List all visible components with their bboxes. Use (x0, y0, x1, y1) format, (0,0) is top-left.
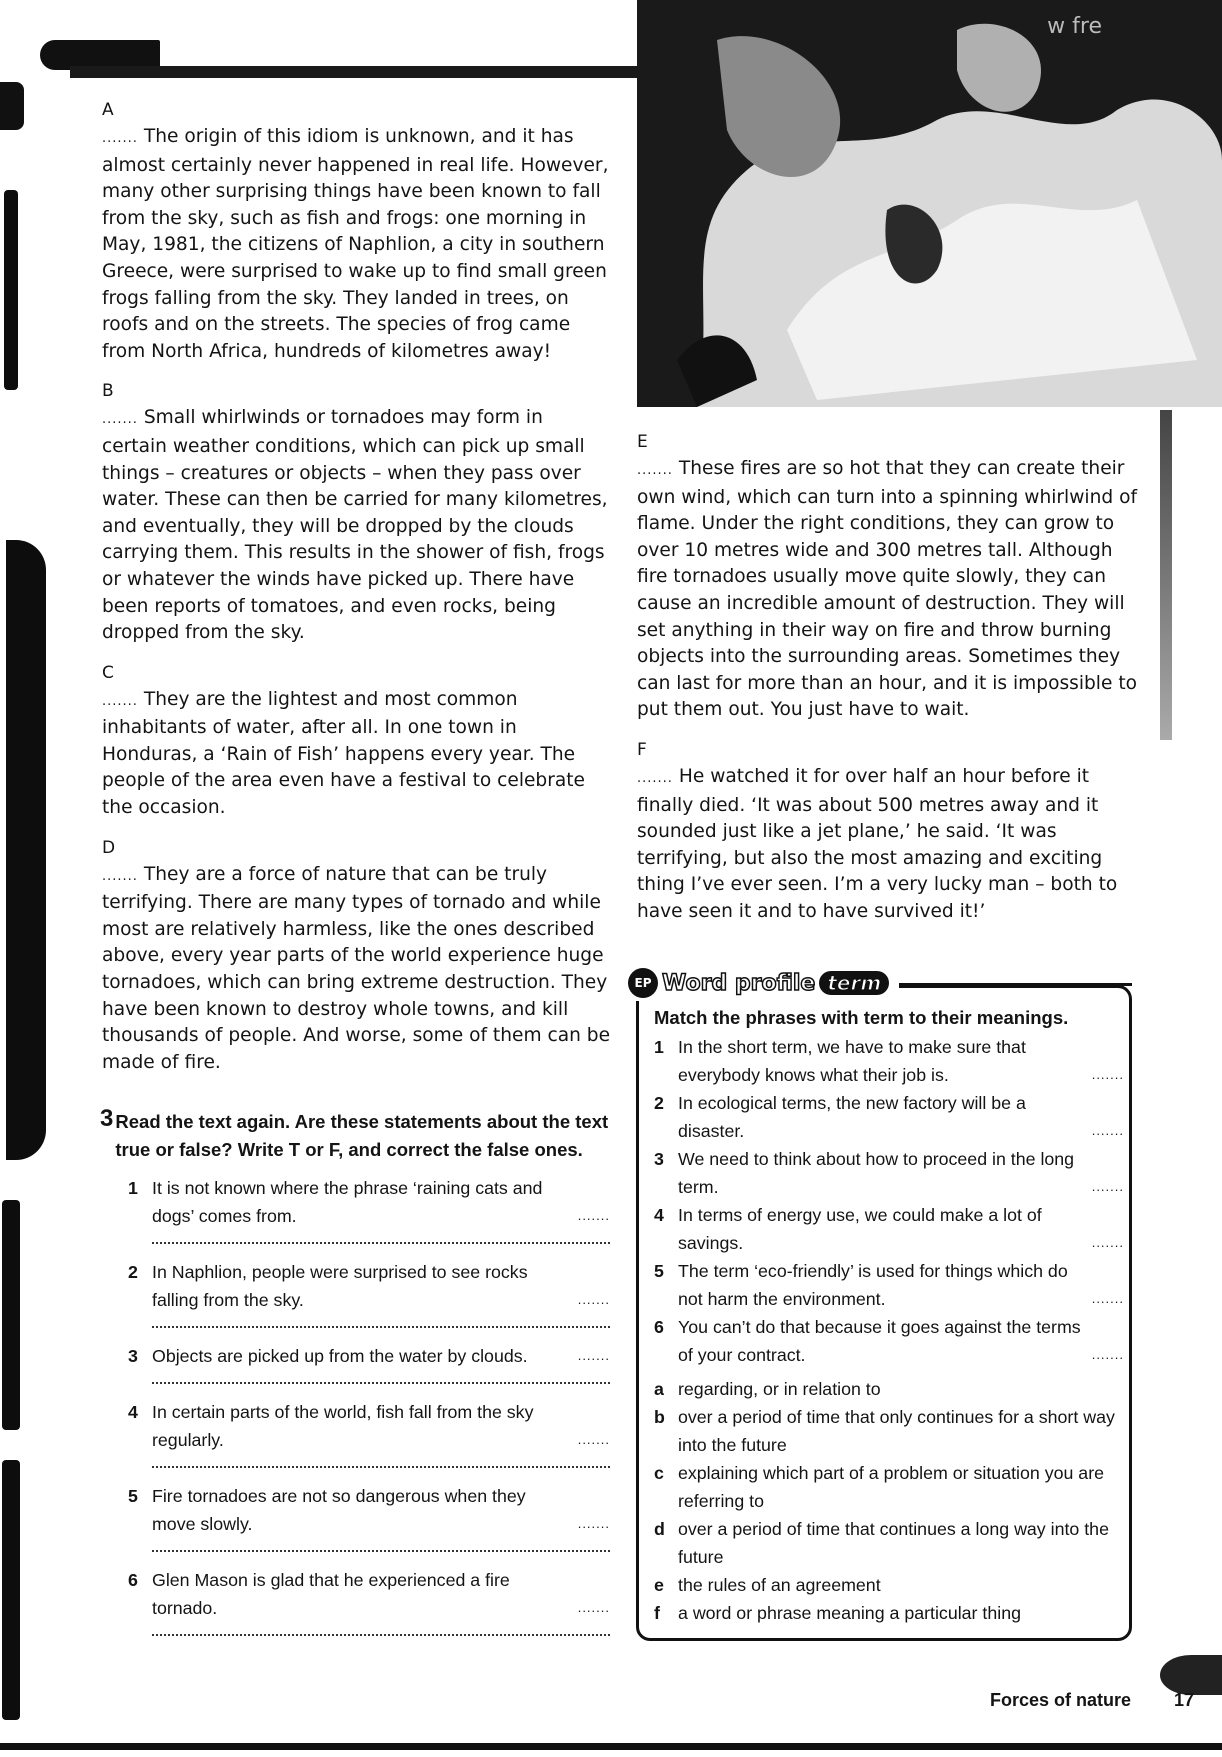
item-text: In terms of energy use, we could make a lot of savings. (678, 1205, 1042, 1253)
answer-blank[interactable]: ....... (577, 1292, 610, 1307)
statement-item (128, 1398, 610, 1454)
answer-blank[interactable]: ....... (577, 1432, 610, 1447)
answer-blank[interactable]: ....... (577, 1348, 610, 1363)
paragraph-letter: B (102, 381, 114, 402)
answer-blank[interactable]: ....... (1091, 1067, 1124, 1082)
answer-blank[interactable]: ....... (637, 770, 673, 786)
answer-blank[interactable]: ....... (102, 693, 138, 709)
paragraph-b (102, 381, 612, 646)
item-text: explaining which part of a problem or situation you are referring to (678, 1463, 1105, 1511)
item-number: 5 (654, 1261, 664, 1281)
word-profile-content (654, 1007, 1124, 1627)
paragraph-letter: F (637, 739, 647, 760)
paragraph-text: Small whirlwinds or tornadoes may form in certain weather conditions, which can pick up small things – creatures or objects – when they pass over water. These can then be carried for many kilometres, and eventually, they will be dropped by the clouds carrying them. This results in the shower of fish, frogs or whatever the winds have picked up. There have been reports of tomatoes, and even rocks, being dropped from the sky. (102, 407, 608, 644)
paragraph-body (102, 862, 612, 1077)
correction-line[interactable] (152, 1454, 610, 1468)
meaning-item (654, 1375, 1124, 1403)
item-letter: e (654, 1575, 664, 1595)
item-text: In Naphlion, people were surprised to see rocks falling from the sky. (152, 1262, 528, 1310)
paragraph-e (637, 432, 1137, 724)
paragraph-letter: C (102, 662, 114, 683)
answer-blank[interactable]: ....... (102, 131, 138, 146)
scan-mark (0, 82, 24, 130)
photo-illustration (637, 0, 1222, 407)
paragraph-text: They are a force of nature that can be truly terrifying. There are many types of tornado and while most are relatively harmless, like the ones described above, every year parts of the world experience huge tornadoes, which can bring extreme destruction. They have been known to destroy whole towns, and kill thousands of people. And worse, some of them can be made of fire. (102, 863, 611, 1073)
item-number: 6 (128, 1570, 138, 1590)
phrase-item (654, 1257, 1124, 1313)
item-number: 6 (654, 1317, 664, 1337)
item-text: It is not known where the phrase ‘raining cats and dogs’ comes from. (152, 1178, 543, 1226)
meaning-item (654, 1515, 1124, 1571)
paragraph-body (637, 456, 1137, 724)
word-profile-title: Word profile (662, 970, 816, 996)
paragraph-text: These fires are so hot that they can create their own wind, which can turn into a spinning whirlwind of flame. Under the right conditions, they can grow to over 10 metres wide and 300 metres tall. Although fire tornadoes usually move quite slowly, they can cause an incredible amount of destruction. They will set anything in their way on fire and throw burning objects into the surrounding areas. Sometimes they can last for more than an hour, and it is impossible to put them out. You just have to wait. (637, 458, 1138, 721)
item-text: You can’t do that because it goes against the terms of your contract. (678, 1317, 1081, 1365)
scan-edge (4, 190, 18, 390)
correction-line[interactable] (152, 1314, 610, 1328)
exercise-3 (100, 1105, 610, 1650)
meaning-item (654, 1459, 1124, 1515)
header-rule (70, 66, 640, 78)
answer-blank[interactable]: ....... (102, 412, 138, 428)
paragraph-body (637, 764, 1137, 926)
item-number: 5 (128, 1486, 138, 1506)
answer-blank[interactable]: ....... (1091, 1347, 1124, 1362)
statement-item (128, 1258, 610, 1314)
answer-blank[interactable]: ....... (577, 1208, 610, 1223)
item-text: The term ‘eco-friendly’ is used for things which do not harm the environment. (678, 1261, 1068, 1309)
paragraph-letter: D (102, 837, 116, 858)
page-number: 17 (1174, 1690, 1195, 1710)
paragraph-f (637, 740, 1137, 926)
item-letter: b (654, 1407, 665, 1427)
item-number: 3 (654, 1149, 664, 1169)
photo-caption-fragment: w fre (1047, 14, 1102, 39)
exercise-header (100, 1105, 610, 1164)
answer-blank[interactable]: ....... (1091, 1291, 1124, 1306)
item-text: We need to think about how to proceed in the long term. (678, 1149, 1075, 1197)
answer-blank[interactable]: ....... (1091, 1235, 1124, 1250)
answer-blank[interactable]: ....... (1091, 1179, 1124, 1194)
word-profile-header (628, 965, 899, 1001)
paragraph-c (102, 663, 612, 822)
answer-blank[interactable]: ....... (1091, 1123, 1124, 1138)
paragraph-text: He watched it for over half an hour before it finally died. ‘It was about 500 metres away and it sounded just like a jet plane,’ he said. ‘It was terrifying, but also the most amazing and exciting thing I’ve ever seen. I’m a very lucky man – both to have seen it and to have survived it!’ (637, 765, 1118, 922)
article-left-column (102, 100, 612, 1092)
correction-line[interactable] (152, 1622, 610, 1636)
item-number: 2 (654, 1093, 664, 1113)
paragraph-body (102, 405, 612, 646)
item-letter: f (654, 1603, 660, 1623)
scan-edge (2, 1200, 20, 1430)
phrase-item (654, 1145, 1124, 1201)
item-number: 1 (128, 1178, 138, 1198)
exercise-instruction: Read the text again. Are these statements about the text true or false? Write T or F, and correct the false ones. (115, 1111, 609, 1160)
exercise-items (128, 1174, 610, 1636)
fire-tornado-photo (637, 0, 1222, 407)
item-text: a word or phrase meaning a particular thing (678, 1603, 1021, 1623)
phrase-item (654, 1033, 1124, 1089)
statement-item (128, 1482, 610, 1538)
phrase-item (654, 1089, 1124, 1145)
item-number: 1 (654, 1037, 664, 1057)
item-text: In certain parts of the world, fish fall from the sky regularly. (152, 1402, 534, 1450)
answer-blank[interactable]: ....... (577, 1600, 610, 1615)
scan-edge (1160, 410, 1172, 740)
footer-section-title: Forces of nature (990, 1690, 1132, 1710)
meaning-item (654, 1599, 1124, 1627)
word-profile-instruction: Match the phrases with term to their meanings. (654, 1007, 1069, 1028)
paragraph-letter: A (102, 100, 114, 120)
item-text: In the short term, we have to make sure that everybody knows what their job is. (678, 1037, 1026, 1085)
scan-edge (6, 540, 46, 1160)
item-text: Glen Mason is glad that he experienced a fire tornado. (152, 1570, 510, 1618)
item-text: Fire tornadoes are not so dangerous when they move slowly. (152, 1486, 526, 1534)
paragraph-body (102, 687, 612, 822)
phrase-item (654, 1313, 1124, 1369)
item-text: In ecological terms, the new factory will be a disaster. (678, 1093, 1026, 1141)
article-right-column (637, 432, 1137, 942)
meaning-item (654, 1571, 1124, 1599)
paragraph-d (102, 838, 612, 1077)
correction-line[interactable] (152, 1538, 610, 1552)
scan-mark (1160, 1655, 1222, 1695)
item-text: over a period of time that continues a long way into the future (678, 1519, 1109, 1567)
correction-line[interactable] (152, 1230, 610, 1244)
item-letter: a (654, 1379, 664, 1399)
paragraph-letter: E (637, 432, 648, 452)
word-profile-rule (870, 983, 1132, 986)
answer-blank[interactable]: ....... (577, 1516, 610, 1531)
item-number: 4 (128, 1402, 138, 1422)
word-profile-word: term (819, 971, 889, 995)
exercise-number: 3 (100, 1105, 114, 1132)
item-number: 3 (128, 1346, 138, 1366)
statement-item (128, 1174, 610, 1230)
scan-edge (2, 1460, 20, 1720)
item-text: the rules of an agreement (678, 1575, 881, 1595)
paragraph-text: They are the lightest and most common inhabitants of water, after all. In one town in Honduras, a ‘Rain of Fish’ happens every year. The people of the area even have a festival to celebrate the occasion. (102, 688, 586, 819)
footer-rule (0, 1743, 1222, 1750)
item-number: 4 (654, 1205, 664, 1225)
ep-badge-icon: EP (628, 968, 658, 998)
statement-item (128, 1566, 610, 1622)
paragraph-a (102, 100, 612, 365)
meaning-item (654, 1403, 1124, 1459)
correction-line[interactable] (152, 1370, 610, 1384)
item-text: Objects are picked up from the water by clouds. (152, 1346, 528, 1366)
item-text: over a period of time that only continues for a short way into the future (678, 1407, 1115, 1455)
item-number: 2 (128, 1262, 138, 1282)
answer-blank[interactable]: ....... (637, 463, 673, 478)
item-letter: d (654, 1519, 665, 1539)
answer-blank[interactable]: ....... (102, 868, 138, 884)
item-letter: c (654, 1463, 664, 1483)
paragraph-text: The origin of this idiom is unknown, and it has almost certainly never happened in real life. However, many other surprising things have been known to fall from the sky, such as fish and frogs: one morning in May, 1981, the citizens of Naphlion, a city in southern Greece, were surprised to wake up to find small green frogs falling from the sky. They landed in trees, on roofs and on the streets. The species of frog came from North Africa, hundreds of kilometres away! (102, 126, 609, 362)
phrase-item (654, 1201, 1124, 1257)
item-text: regarding, or in relation to (678, 1379, 881, 1399)
paragraph-body (102, 124, 612, 365)
statement-item (128, 1342, 610, 1370)
